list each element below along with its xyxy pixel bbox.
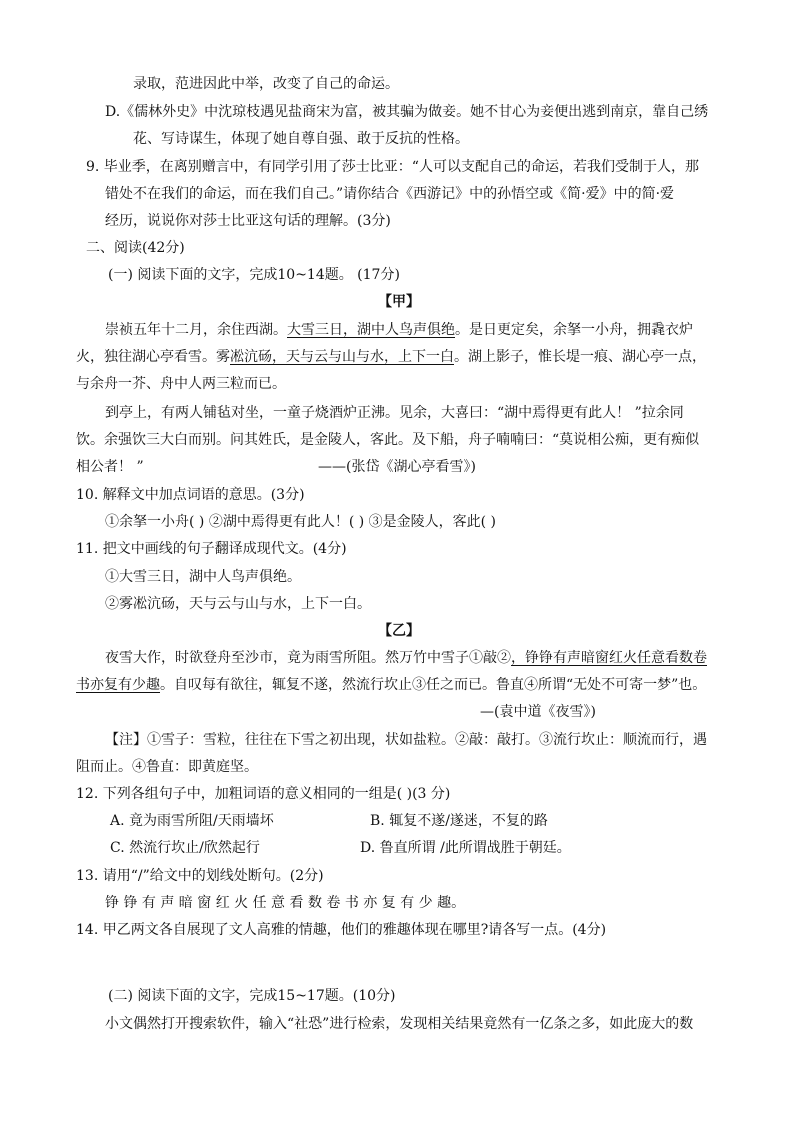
question-10: 10. 解释文中加点词语的意思。(3分) xyxy=(76,487,305,503)
question-10-items: ①余拏一小舟( ) ②湖中焉得更有此人！( ) ③是金陵人，客此( ) xyxy=(105,514,497,530)
text-line: 错处不在我们的命运，而在我们自己。”请你结合《西游记》中的孙悟空或《简·爱》中的简·爱 xyxy=(105,186,675,202)
passage-line: 饮。余强饮三大白而别。问其姓氏，是金陵人，客此。及下船，舟子喃喃曰：“莫说相公痴，更有痴似 xyxy=(76,432,700,448)
text-line: 花、写诗谋生，体现了她自尊自强、敢于反抗的性格。 xyxy=(133,131,469,147)
question-11: 11. 把文中画线的句子翻译成现代文。(4分) xyxy=(76,541,347,557)
passage-line xyxy=(76,675,706,695)
question-11-item: ①大雪三日，湖中人鸟声俱绝。 xyxy=(105,569,301,585)
passage-line xyxy=(105,648,707,668)
question-13: 13. 请用“/”给文中的划线处断句。(2分) xyxy=(76,868,324,884)
option-c: C. 然流行坎止/欣然起行 xyxy=(110,840,260,856)
underlined-sentence: 大雪三日，湖中人鸟声俱绝 xyxy=(287,322,455,338)
text-line: 经历，说说你对莎士比亚这句话的理解。(3分) xyxy=(105,213,391,229)
underlined-sentence: 书亦复有少趣 xyxy=(76,677,160,693)
plain-text: 崇祯五年十二月，余住西湖。 xyxy=(105,322,287,338)
passage-line xyxy=(105,320,693,340)
plain-text: 。湖上影子，惟长堤一痕、湖心亭一点， xyxy=(454,349,706,365)
text-line: D.《儒林外史》中沈琼枝遇见盐商宋为富，被其骗为做妾。她不甘心为妾便出逃到南京，靠自己绣 xyxy=(105,104,709,120)
underlined-sentence: ，铮铮有声暗窗红火任意看数卷 xyxy=(511,650,707,666)
passage-line: 相公者！ ” xyxy=(76,459,144,475)
underlined-sentence: 凇沆砀，天与云与山与水，上下一白 xyxy=(230,349,454,365)
passage-title-yi: 【乙】 xyxy=(378,623,420,639)
question-11-item: ②雾凇沆砀，天与云与山与水，上下一白。 xyxy=(105,596,371,612)
option-b: B. 辄复不遂/遂迷，不复的路 xyxy=(370,813,548,829)
plain-text: 雾 xyxy=(216,349,230,365)
option-d: D. 鲁直所谓 /此所谓战胜于朝廷。 xyxy=(360,840,571,856)
section-heading: 二、阅读(42分) xyxy=(86,240,185,256)
plain-text: 。是日更定矣，余拏一小舟，拥毳衣炉 xyxy=(455,322,693,338)
passage-source: ——(张岱《湖心亭看雪》) xyxy=(318,459,476,475)
plain-text: 。自叹每有欲往，辄复不遂，然流行坎止③任之而已。鲁直④所谓“无处不可寄一梦”也。 xyxy=(160,677,707,693)
passage-line xyxy=(76,347,706,367)
question-12: 12. 下列各组句子中，加粗词语的意义相同的一组是( )(3 分) xyxy=(76,786,451,802)
text-line: 录取，范进因此中举，改变了自己的命运。 xyxy=(133,76,399,92)
annotation: 【注】①雪子：雪粒，往往在下雪之初出现，状如盐粒。②敲：敲打。③流行坎止：顺流而行，遇 xyxy=(105,732,707,748)
plain-text: 火，独往湖心亭看雪。 xyxy=(76,349,216,365)
subsection-heading: (二) 阅读下面的文字，完成15~17题。(10分) xyxy=(108,988,396,1004)
annotation: 阻而止。④鲁直：即黄庭坚。 xyxy=(76,759,258,775)
passage-line: 到亭上，有两人铺毡对坐，一童子烧酒炉正沸。见余，大喜曰：“湖中焉得更有此人！ ”拉余同 xyxy=(105,405,684,421)
question-9: 9. 毕业季，在离别赠言中，有同学引用了莎士比亚：“人可以支配自己的命运，若我们受制于人，那 xyxy=(86,159,699,175)
passage-source: —(袁中道《夜雪》) xyxy=(480,704,596,720)
question-13-sentence: 铮 铮 有 声 暗 窗 红 火 任 意 看 数 卷 书 亦 复 有 少 趣。 xyxy=(105,895,466,911)
subsection-heading: (一) 阅读下面的文字，完成10~14题。 (17分) xyxy=(108,267,400,283)
question-14: 14. 甲乙两文各自展现了文人高雅的情趣，他们的雅趣体现在哪里?请各写一点。(4分) xyxy=(76,922,607,938)
passage-line: 小文偶然打开搜索软件，输入“社恐”进行检索，发现相关结果竟然有一亿条之多，如此庞大的数 xyxy=(105,1016,694,1032)
option-a: A. 竟为雨雪所阻/天雨墙坏 xyxy=(110,813,274,829)
plain-text: 夜雪大作，时欲登舟至沙市，竟为雨雪所阻。然万竹中雪子①敲② xyxy=(105,650,511,666)
passage-title-jia: 【甲】 xyxy=(378,294,420,310)
passage-line: 与余舟一芥、舟中人两三粒而已。 xyxy=(76,376,286,392)
